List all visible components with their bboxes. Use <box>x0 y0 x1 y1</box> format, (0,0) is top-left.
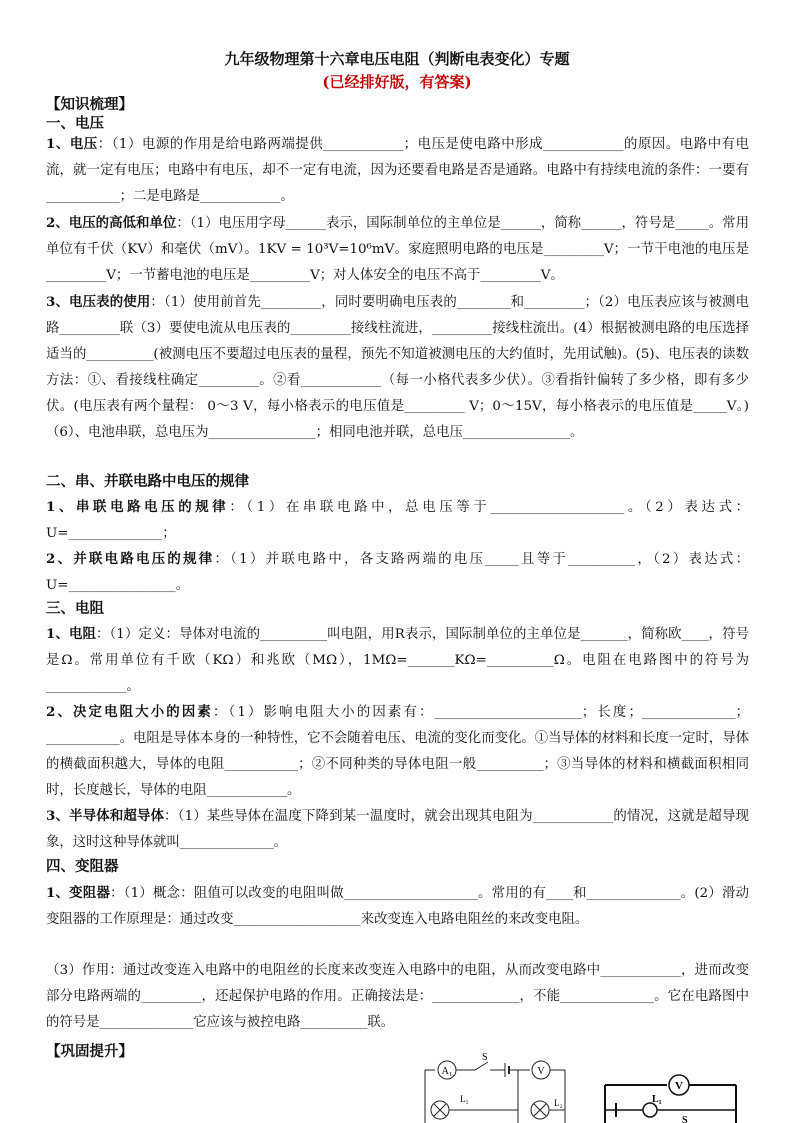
voltmeter-label: V <box>537 1066 545 1077</box>
circuit-diagram-right <box>605 1075 736 1123</box>
section-resistance: 三、电阻 <box>46 600 104 617</box>
paragraph-heading: 2、电压的高低和单位 <box>46 215 177 231</box>
lamp-symbol <box>643 1103 657 1117</box>
paragraph-heading: 2、决定电阻大小的因素 <box>46 704 213 720</box>
paragraph-text: ：（1）概念：阻值可以改变的电阻叫做____________________。常用的有____和______________。(2）滑动变阻器的工作原理是：通过改变___________________来改变连入电路电阻丝的来改变电阻。 <box>46 886 749 927</box>
paragraph-superconductor <box>46 803 749 856</box>
paragraph-heading: 2、并联电路电压的规律 <box>46 551 215 567</box>
lamp-label: L₂ <box>554 1098 563 1108</box>
paragraph-text: ：（1）电压用字母______表示，国际制单位的主单位是______，简称______，符号是_____。常用单位有千伏（KV）和毫伏（mV）。1KV = 10³V=10⁶mV。家庭照明电路的电压是_________V；一节干电池的电压是_________V；一节蓄电池的电压是_________V；对人体安全的电压不高于_________V。 <box>46 216 750 283</box>
paragraph-text: ：（1）使用前首先_________，同时要明确电压表的________和_________；（2）电压表应该与被测电路_________联（3）要使电流从电压表的_________接线柱流进，_________接线柱流出。(4）根据被测电路的电压选择适当的__________(被测电压不要超过电压表的量程，预先不知道被测电压的大约值时，先用试触)。(5)、电压表的读数方法：①、看接线柱确定_________。②看____________（每一小格代表多少伏）。③看指针偏转了多少格，即有多少伏。(电压表有两个量程： 0～3 V，每小格表示的电压值是_________ V；0～15V，每小格表示的电压值是_____V。)（6）、电池串联，总电压为________________；相同电池并联，总电压________________。 <box>46 295 749 440</box>
paragraph-heading: 1、电阻 <box>46 626 96 642</box>
paragraph-voltage-units <box>46 210 749 289</box>
page-subtitle: (已经排好版，有答案) <box>322 73 472 91</box>
section-series-parallel: 二、串、并联电路中电压的规律 <box>46 473 249 490</box>
paragraph-rheostat <box>46 880 749 933</box>
paragraph-voltmeter <box>46 289 749 446</box>
paragraph-parallel <box>46 546 749 599</box>
paragraph-heading: 1、串联电路电压的规律 <box>46 499 230 515</box>
paragraph-heading: 3、电压表的使用 <box>46 294 151 310</box>
voltmeter-label: V <box>675 1080 683 1092</box>
paragraph-resistance-factors <box>46 699 749 804</box>
paragraph-text: ：（1）某些导体在温度下降到某一温度时，就会出现其电阻为____________的情况，这就是超导现象，这时这种导体就叫______________。 <box>46 809 749 850</box>
paragraph-resistance <box>46 621 749 700</box>
section-voltage: 一、电压 <box>46 115 104 132</box>
paragraph-series <box>46 494 749 547</box>
paragraph-text: ：（1）并联电路中，各支路两端的电压_____且等于__________，（2）表达式：U=________________。 <box>46 552 749 593</box>
section-practice: 【巩固提升】 <box>46 1043 133 1060</box>
paragraph-text: ：（1）定义：导体对电流的__________叫电阻，用R表示，国际制单位的主单位是_______，简称欧____，符号是Ω。常用单位有千欧（KΩ）和兆欧（MΩ），1MΩ=_______KΩ=__________Ω。电阻在电路图中的符号为____________。 <box>46 627 749 694</box>
paragraph-text: ：（1）影响电阻大小的因素有：______________________；长度；______________；___________。电阻是导体本身的一种特性，它不会随着电压、电流的变化而变化。①当导体的材料和长度一定时，导体的横截面积越大，导体的电阻___________；②不同种类的导体电阻一般__________；③当导体的材料和横截面积相同时，长度越长，导体的电阻____________。 <box>46 705 750 798</box>
page-title: 九年级物理第十六章电压电阻（判断电表变化）专题 <box>224 50 570 68</box>
section-rheostat: 四、变阻器 <box>46 858 119 875</box>
paragraph-voltage <box>46 131 749 210</box>
ammeter-label: A₁ <box>441 1066 453 1077</box>
switch-label: S <box>682 1115 688 1123</box>
circuit-diagrams <box>420 1050 760 1123</box>
section-knowledge: 【知识梳理】 <box>46 96 133 113</box>
paragraph-text: ：（1）在串联电路中，总电压等于____________________。（2）表达式：U=______________； <box>46 500 749 541</box>
paragraph-heading: 3、半导体和超导体 <box>46 808 165 824</box>
paragraph-heading: 1、变阻器 <box>46 885 111 901</box>
lamp-label: L₁ <box>460 1094 469 1104</box>
paragraph-text: ：（1）电源的作用是给电路两端提供____________；电压是使电路中形成____________的原因。电路中有电流，就一定有电压；电路中有电压，却不一定有电流，因为还要看电路是否是通路。电路中有持续电流的条件：一要有___________；二是电路是____________。 <box>46 137 749 204</box>
switch-label: S <box>482 1052 488 1063</box>
lamp-label: L₁ <box>652 1094 662 1105</box>
paragraph-heading: 1、电压 <box>46 136 98 152</box>
paragraph-rheostat-function: （3）作用：通过改变连入电路中的电阻丝的长度来改变连入电路中的电阻，从而改变电路中____________，进而改变部分电路两端的_________，还起保护电路的作用。正确接法是：_____________，不能______________。它在电路图中的符号是______________它应该与被控电路__________联。 <box>46 963 749 1030</box>
